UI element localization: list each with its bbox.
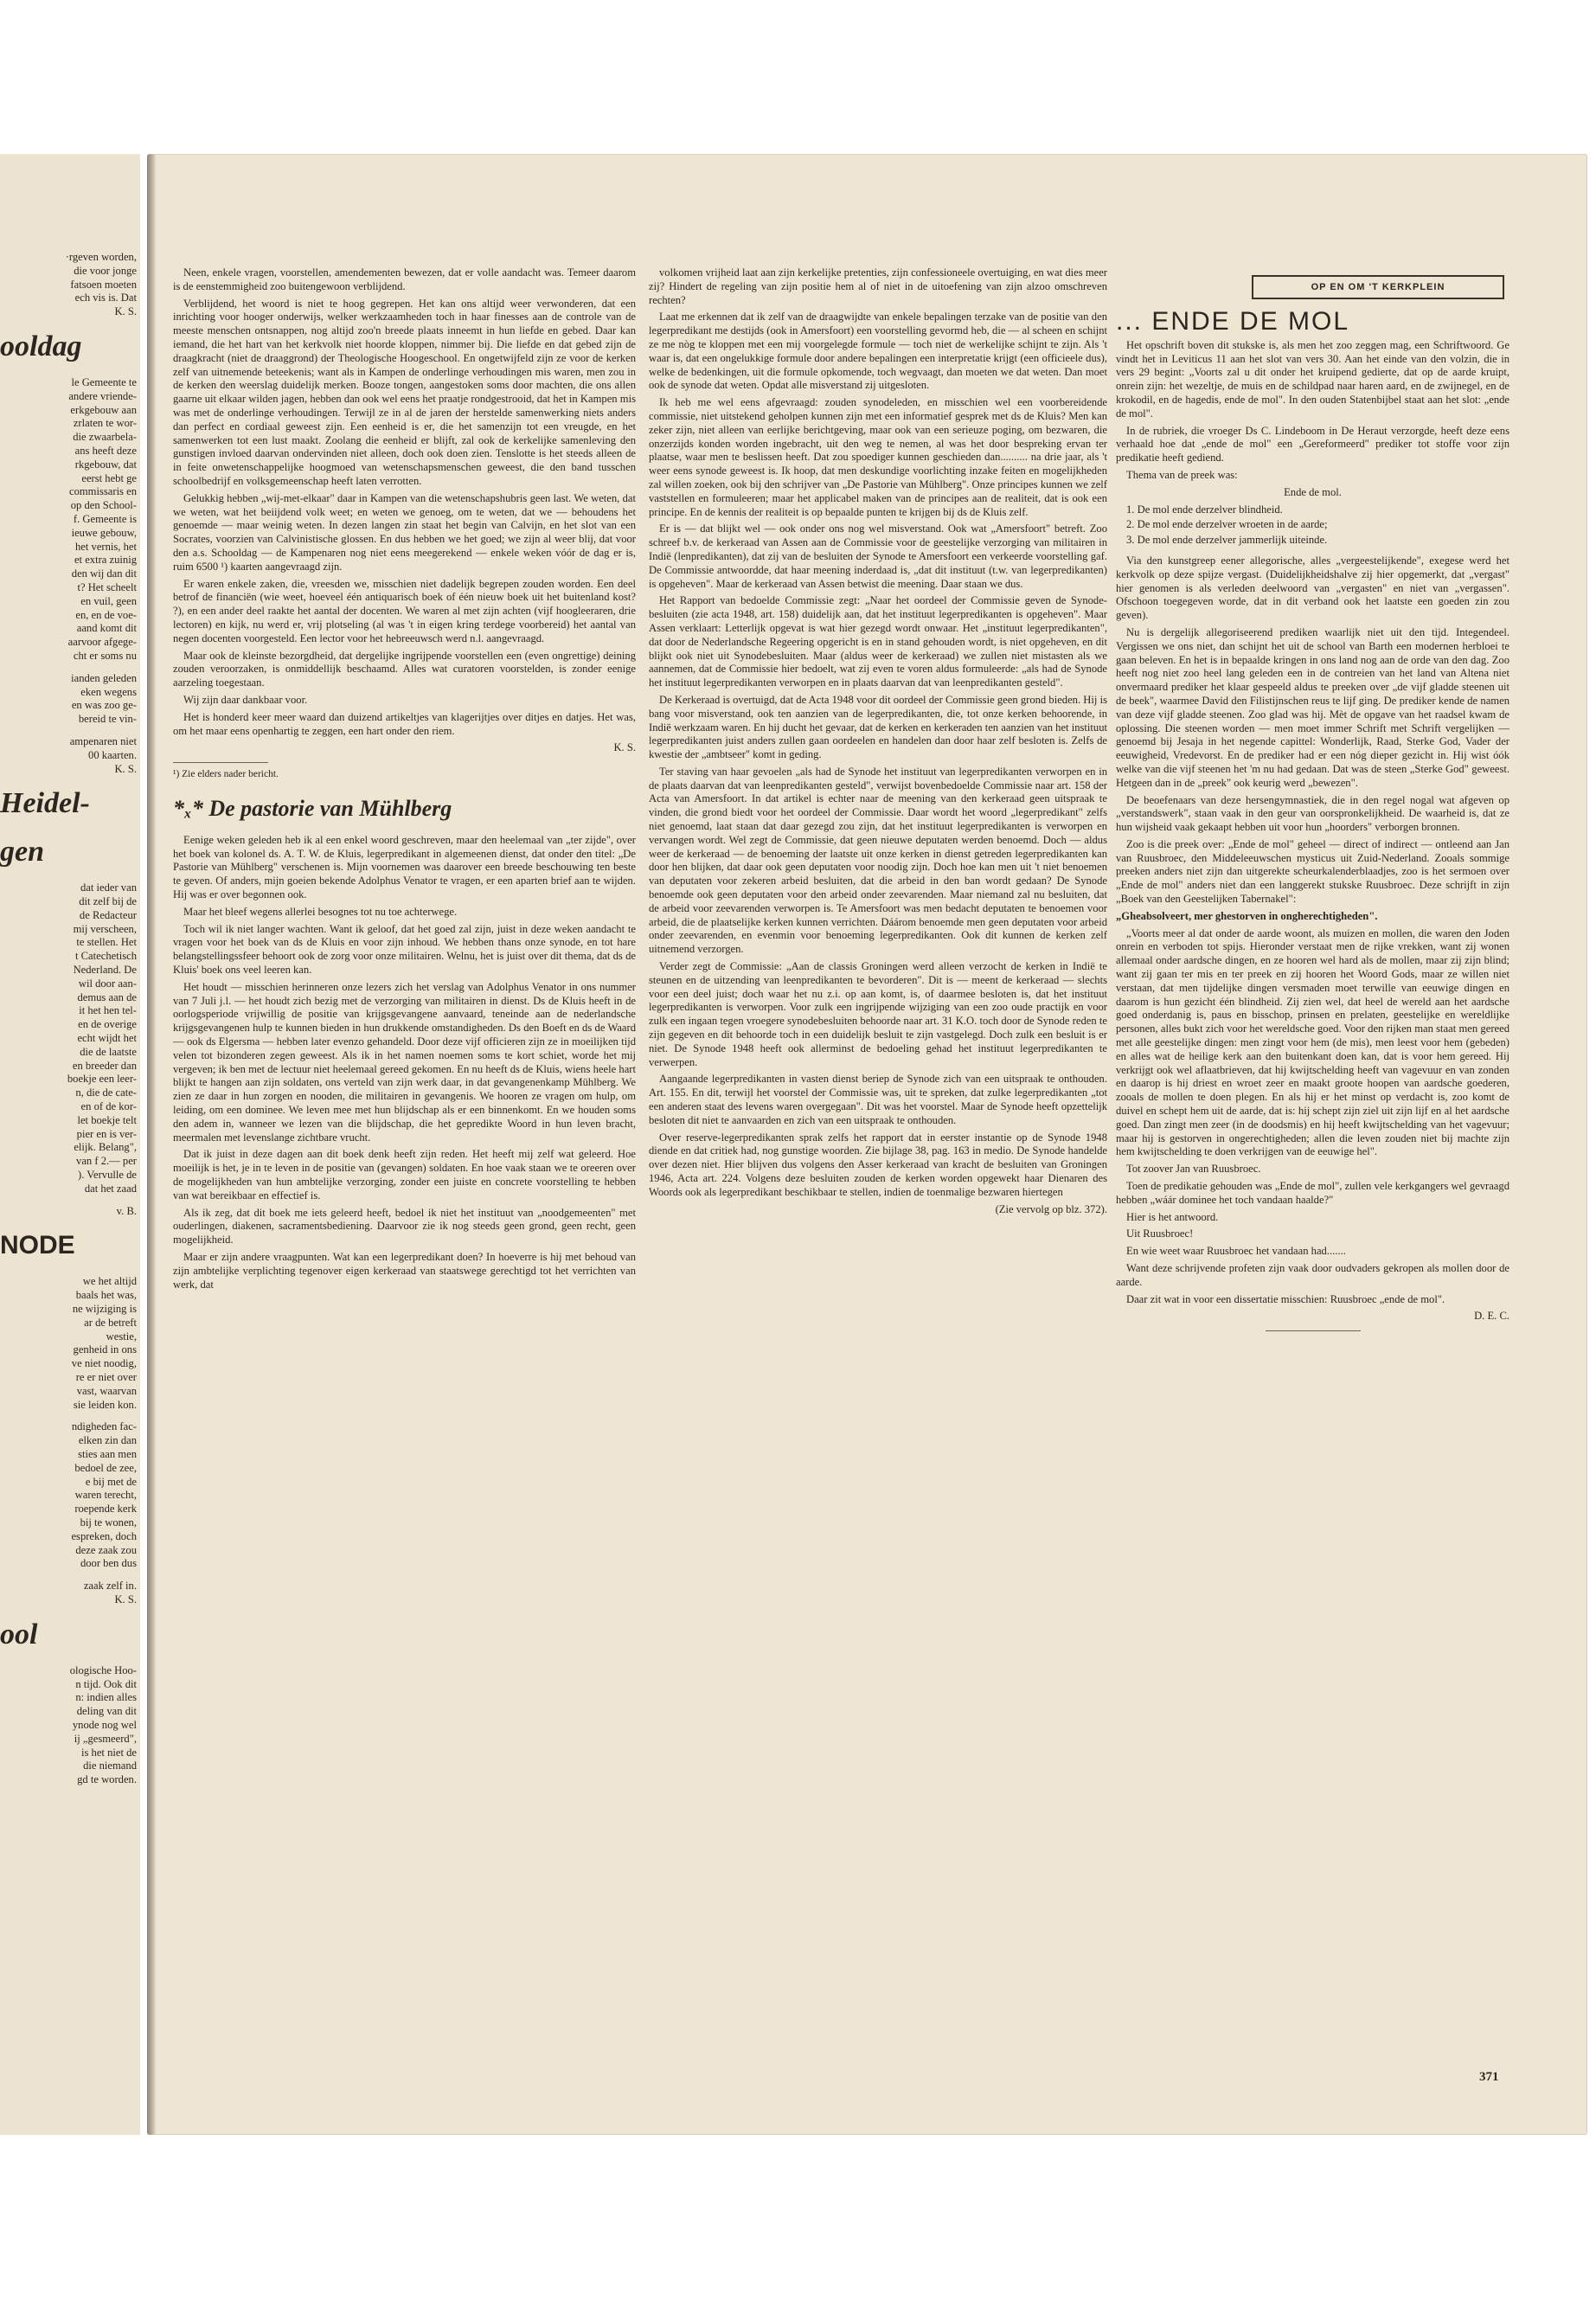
ruusbroec-quote: „Voorts meer al dat onder de aarde woont, als muizen en mollen, die waren den Joden onrein en verboden tot spijs. Hieronder verstaat men de rijke vrekken, want zij wonen allemaal onder aardsche dingen, en ze hooren wel hard als de mollen, maar zij zijn blind; want zij gaan ter mis en ter preek en zij hooren het Woord Gods, maar ze willen niet verstaan, dat men tijdelijke dingen versmaden moet terwille van eeuwige dingen en daarom is hun gezicht één blindheid. Zij zien wel, dat heel de wereld aan het aardsche goed onderdanig is, paus en bisschop, prinsen en prelaten, geestelijke en wereldlijke personen, alles bukt zich voor het wereldsche goed. Voor den rijken man staat men gereed met alle geestelijke dingen: men zingt voor hem (de mis), men leest voor hem (gebeden) en alles wat de heilige kerk aan den buitenkant doen kan, dat is voor hem gereed. Hij verkrijgt ook wel aflaatbrieven, dat hij kwijtschelding heeft van vagevuur en van zonden en daarop is hij driest en wroet zeer en maakt groote hoopen van aardsche goederen, zooals de mollen te doen plegen. En als hij er het minst op verdacht is, zoo komt de duivel en schept hem uit de aarde, dat is: hij schept zijn ziel uit zijn lijf en al het aardsche goed. Dan zingt men zeer (in de doodsmis) en hij heeft kwijtschelding van het vagevuur; maar hij is gestorven in ongerechtigheden; allen die leven zouden niet bij machte zijn hem kwijtschelding te doen verkrijgen van de eeuwige hel". [1116,926,1509,1158]
fragment-line: echt wijdt het [77,1032,137,1045]
fragment-line: genheid in ons [73,1343,137,1356]
paragraph: Aangaande legerpredikanten in vasten dienst beriep de Synode zich van een uitspraak te onthouden. Art. 155. En dit, terwijl het voorstel der Commissie was, uit te spreken, dat zulke legerpredikanten „tot een anderen staat des levens waren overgegaan". Dit was het voorstel. Maar de Synode heeft opzettelijk besloten dit niet te aanvaarden en zich van een uitspraak te onthouden. [649,1073,1107,1126]
fragment-line: Nederland. De [73,964,137,977]
fragment-line: dat ieder van [80,881,137,894]
schooldag-article-continued [173,266,636,738]
paragraph: Hier is het antwoord. [1126,1210,1219,1223]
fragment-line: deling van dit [76,1705,137,1718]
paragraph: Over reserve-legerpredikanten sprak zelfs het rapport dat in eerster instantie op de Synode 1948 diende en dat critiek had, nog gunstige woorden. Zie bijlage 38, pag. 163 in medio. De Synode handelde over dezen niet. Hier blijven dus volgens den Asser kerkeraad van kracht de besluiten van Groningen 1946, Acta art. 224. Volgens deze besluiten zouden de kerken worden opgewekt haar Dienaren des Woords ook als legerpredikant beschikbaar te stellen, indien de toenmalige bezwaren hiertegen [649,1131,1107,1198]
fragment-line: ech vis is. Dat [74,292,137,304]
sermon-theme: Ende de mol. [1284,485,1342,498]
paragraph: Het Rapport van bedoelde Commissie zegt: „Naar het oordeel der Commissie geven de Synode-besluiten (zie acta 1948, art. 158) duidelijk aan, dat het instituut legerpredikanten is opgeheven". Maar Assen verklaart: Letterlijk opgevat is wat hier gezegd wordt onwaar. Het „instituut legerpredikanten", dat door de Nederlandsche Regeering opgericht is en in stand gehouden wordt, is niet opgeheven, en dit blijkt ook niet uit Synodebesluiten. Maar (aldus weer de kerkeraad) we zullen niet mistasten als we aannemen, dat de Commissie hier bedoelt, wat zij even te voren aldus formuleerde: „als had de Synode het instituut legerpredikanten verworpen en in plaats daarvan dat van leenpredikanten gesteld". [649,594,1107,689]
signature-dec: D. E. C. [1474,1310,1509,1323]
paragraph: Zoo is die preek over: „Ende de mol" geheel — direct of indirect — ontleend aan Jan van Ruusbroec, den Middeleeuwschen mysticus uit Zuid-Nederland. Zooals sommige preeken anders niet zijn dan uitgerekte scheurkalenderblaadjes, zoo is het sermoen over „Ende de mol" anders niet dan een langgerekt stukske Ruusbroec. Deze schrijft in zijn „Boek van den Geestelijken Tabernakel": [1116,837,1509,906]
mol-conclusion [1116,1163,1509,1306]
paragraph: Daar zit wat in voor een dissertatie misschien: Ruusbroec „ende de mol". [1126,1292,1445,1305]
fragment-line: n: indien alles [75,1691,137,1704]
fragment-line: re er niet over [75,1371,137,1383]
paragraph: Er is — dat blijkt wel — ook onder ons nog wel misverstand. Ook wat „Amersfoort" betreft. Zoo schreef b.v. de kerkeraad van Assen aan de Commissie voor de geestelijke verzorging van militairen in Indië (lenpredikanten), dat zij van de besluiten der Synode te Amersfoort een verkeerde voorstelling gaf. De Commissie antwoordde, dat haar meening inderdaad is, „dat dit instituut (t.w. van legerpredikanten) is opgeheven". Maar de kerkeraad van Assen betwist die meening. Daar staan we dus. [649,522,1107,590]
previous-page-fragment [0,154,140,2135]
fragment-line: ans heeft deze [74,444,137,457]
paragraph: En wie weet waar Ruusbroec het vandaan had....... [1126,1245,1346,1258]
paragraph: Ter staving van haar gevoelen „als had de Synode het instituut van legerpredikanten verworpen en in de plaats daarvan dat van leenpredikanten gesteld", verwijst bovenbedoelde Commissie naar art. 158 der Acta van Amersfoort. In dat artikel is echter naar de meening van den kerkeraad geen uitspraak te vinden, die grond biedt voor het oordeel der Commissie. Daar wordt het woord „legerpredikant" zelfs niet genoemd, laat staan dat daar gezegd zou zijn, dat het instituut legerpredikanten is verworpen en vervangen wordt. Wel zegt de Commissie, dat geen nieuwe deputaten werden benoemd. Doch — aldus weer de kerkeraad — de benoeming der laatste uit onze kerken in dienst getreden legerpredikanten kan door hen blijken, dat daar ook geen deputaten voor noodig zijn. Doch hoe kan men uit 't niet benoemen van deputaten voor zekeren arbeid besluiten, dat die arbeid in den ban wordt gedaan? De Synode benoemde ook geen deputaten voor den arbeid onder zeevarenden. Maar niemand zal nu besluiten, dat de arbeid voor zeevarenden verworpen is. Te Amersfoort was men bedacht deputaten te benoemen voor arbeid, die de plaatselijke kerken kunnen verrichten. Dáárom benoemde men geen deputaten voor arbeid onder zeevarenden, en evenmin voor benoeming legerpredikanten. Ook dit kunnen de kerken zelf uitnemend verzorgen. [649,765,1107,956]
fragment-line: sties aan men [78,1447,137,1460]
fragment-line: erkgebouw aan [70,403,137,416]
paragraph: Via den kunstgreep eener allegorische, alles „vergeestelijkende", exegese werd het kerkvolk op deze spijze vergast. (Duidelijkheidshalve zij hier opgemerkt, dat „vergast" hier genomen is als verleden deelwoord van „vergasten" en niet van „vergassen". Ofschoon toegegeven worde, dat in dit verband ook het laatste een goeden zin zou geven). [1116,554,1509,622]
paragraph: Wij zijn daar dankbaar voor. [183,693,308,706]
fragment-line: die zwaarbela- [73,431,137,444]
list-item: 1. De mol ende derzelver blindheid. [1126,503,1283,516]
fragment-line: espreken, doch [71,1529,137,1542]
fragment-line: ieuwe gebouw, [71,526,137,539]
paragraph: Want deze schrijvende profeten zijn vaak door oudvaders gekropen als mollen door de aarde. [1116,1262,1509,1288]
fragment-line: fatsoen moeten [70,278,137,291]
fragment-line: wil door aan- [78,977,137,990]
fragment-heading: gen [0,836,44,868]
sermon-points-list [1126,503,1509,548]
fragment-line: 00 kaarten. [88,748,137,761]
fragment-line: en was zoo ge- [71,699,137,712]
fragment-line: pier en is ver- [76,1127,137,1140]
fragment-heading: NODE [0,1231,75,1260]
paragraph: Uit Ruusbroec! [1126,1227,1194,1240]
paragraph: Tot zoover Jan van Ruusbroec. [1126,1163,1261,1176]
end-divider [1266,1330,1361,1331]
fragment-line: f. Gemeente is [73,512,137,525]
muhlberg-article-body [173,834,636,1292]
fragment-line: deze zaak zou [75,1543,137,1556]
fragment-line: en of de kor- [80,1100,137,1113]
fragment-line: aand komt dit [76,622,137,635]
fragment-line: t Catechetisch [75,950,137,963]
fragment-line: vast, waarvan [76,1384,137,1397]
paragraph: Dat ik juist in deze dagen aan dit boek denk heeft zijn reden. Het heeft mij zelf wat geleerd. Hoe moeilijk is het, je in te leven in de positie van (gevangen) soldaten. En hoe vaak staan we te oreeren over de mogelijkheden van hun ambtelijke verzorging, zonder een juiste en concrete voorstelling te hebben van wat bereikbaar en effectief is. [173,1148,636,1202]
column-3 [1116,307,1509,1336]
fragment-line: demus aan de [77,990,137,1003]
section-label: OP EN OM 'T KERKPLEIN [1252,275,1504,299]
article-title-muhlberg: *ₓ* De pastorie van Mühlberg [173,795,452,821]
fragment-line: ianden geleden [71,671,137,684]
fragment-line: andere vriende- [68,389,137,402]
fragment-line: le Gemeente te [71,375,137,388]
fragment-heading: Heidel- [0,787,90,820]
fragment-line: ). Vervulle de [78,1169,137,1182]
fragment-line: te stellen. Het [76,936,137,949]
fragment-line: elken zin dan [78,1434,137,1447]
footnote: ¹) Zie elders nader bericht. [173,769,279,780]
paragraph: Eenige weken geleden heb ik al een enkel woord geschreven, maar den heelemaal van „ter zijde", over het boek van kolonel ds. A. T. W. de Kluis, legerpredikant in algemeenen dienst, dat onder den titel: „De Pastorie van Mühlberg" verschenen is. Mijn voornemen was daarover een breede beschouwing ten beste te geven. Of anders, mijn goeien bekende Adolphus Venator te vragen, er een aparten brief aan te wijden. Hij was er over begonnen ook. [173,833,636,901]
fragment-line: cht er soms nu [73,649,137,662]
fragment-line: en de overige [78,1018,137,1031]
fragment-line: ndigheden fac- [71,1420,137,1433]
paragraph: Verblijdend, het woord is niet te hoog gegrepen. Het kan ons altijd weer verwonderen, dat een inrichting voor hooger onderwijs, welker werkzaamheden toch in haar finesses aan de controle van de meeste menschen ontsnappen, nog altijd zoo'n breede plaats inneemt in hun liefde en gebed. Daar kan iemand, die het hart van het kerkvolk niet hoorde kloppen, nimmer bij. Die liefde en dat gebed zijn de draagkracht (niet de draaggrond) der Theologische Hoogeschool. En ongetwijfeld zijn ze voor de kerken zelf van uitnemende beteekenis; want als in Kampen de onderlinge verhoudingen mis waren, men zou in de kerken den weerslag duidelijk merken. Booze tongen, aangestoken soms door machten, die ons allen gaarne uit elkaar wilden jagen, hebben dan ook wel eens het praatje rondgestrooid, dat het in Kampen mis was met de onderlinge verhoudingen. Terwijl ze in al de jaren der herstelde samenwerking niets anders dan perfect en cordiaal geweest zijn. Een eenheid is er, die het samenzijn tot een vreugde, en het samenwerken tot een lust maakt. Zoolang die eenheid er blijft, zal ook de kerkelijke samenleving den gunstigen invloed daarvan ondervinden niet alleen, doch ook doen zien. Tenslotte is het steeds alleen de in feite onwetenschappelijke hoogmoed van wetenschapsmenschen geweest, die den band tusschen schoolbedrijf en volksgemeenschap heeft laten verrotten. [173,297,636,487]
fragment-line: n, die de cate- [75,1086,137,1099]
fragment-signature: K. S. [114,1593,137,1606]
paragraph: Maar het bleef wegens allerlei besognes tot nu toe achterwege. [183,905,458,918]
fragment-line: it het hen tel- [79,1004,137,1017]
fragment-line: die de laatste [80,1045,137,1058]
paragraph: Toch wil ik niet langer wachten. Want ik geloof, dat het goed zal zijn, juist in deze weken aandacht te vragen voor het boek van ds de Kluis en voor zijn inhoud. We hebben thans onze synode, en tot hare belangstellingssfeer behoort ook de zorg voor onze militairen. Welnu, het is juist over dit thema, dat ds de Kluis' boek ons veel leeren kan. [173,922,636,977]
fragment-line: is het niet de [80,1746,137,1759]
fragment-line: zrlaten te wor- [73,417,137,430]
fragment-line: mij verscheen, [73,922,137,935]
paragraph: In de rubriek, die vroeger Ds C. Lindeboom in De Heraut verzorgde, heeft deze eens verhaald hoe dat „ende de mol" een „Gereformeerd" prediker tot stoffe voor zijn predikatie heeft gediend. [1116,424,1509,465]
newspaper-page [147,154,1587,2135]
list-item: 2. De mol ende derzelver wroeten in de aarde; [1126,518,1328,531]
fragment-line: en vuil, geen [80,594,137,607]
column-1 [173,266,636,1295]
paragraph: Gelukkig hebben „wij-met-elkaar" daar in Kampen van die wetenschapshubris geen last. We weten, dat we weten, wat het beiijdend volk weet; en weten we genoeg, om te weten, dat we — behoudens het genoemde — maar weinig weten. In dezen langen zin staat het begin van Calvijn, en het slot van een Socrates, voorzien van Calvinistische glossen. En dus hebben we het goed; we zijn al weer blij, dat voor den a.s. Schooldag — de Kampenaren nog niet eens meegerekend — enkele weken vóór de dag er is, ruim 6500 ¹) kaarten aangevraagd zijn. [173,491,636,573]
fragment-line: elijk. Belang", [74,1141,137,1154]
signature: K. S. [613,741,636,754]
fragment-line: den wij dan dit [71,567,137,580]
fragment-line: roepende kerk [74,1503,137,1516]
paragraph: Het houdt — misschien herinneren onze lezers zich het verslag van Adolphus Venator in ons nummer van 7 Juli j.l. — het houdt zich bezig met de verzorging van militairen in dienst. Ds de Kluis heeft in de oorlogsperiode vrijwillig de positie van krijgsgevangene aanvaard, teneinde aan de nederlandsche krijgsgevangenen hulp te kunnen bieden in hun drukkende omstandigheden. Ds den Boeft en ds de Waard — ook ds Elgersma — hebben later evenzo gehandeld. Door deze vijf officieren zijn ze in moeilijken tijd velen tot bizonderen zegen geweest. Als ik in het namen noemen soms te kort schiet, worde het mij vergeven; ik ben met de lectuur niet heelemaal gereed gekomen. En nu heeft ds de Kluis, wiens heele hart blijkt te hangen aan zijn soldaten, ons verteld van zijn werk daar, in dat gevangenenkamp Mühlberg. We zien ze daar in hun zorgen en nooden, die militairen in gevangenis. We hooren ze vragen om hulp, om leiding, om een dominee. We leven mee met hun blijdschap als er een binnenkomt. En we houden soms den adem in, wanneer we lezen van die blijdschap, die het gepredikte Woord in hun leven bracht, meermalen met levenslange zichtbare vrucht. [173,980,636,1144]
fragment-line: ynode nog wel [72,1718,137,1731]
article-title-mol: ... ENDE DE MOL [1116,307,1350,336]
fragment-line: en, en de voe- [75,608,137,621]
fragment-line: gd te worden. [77,1773,137,1786]
fragment-signature: K. S. [114,762,137,775]
fragment-line: let boekje telt [77,1113,137,1126]
paragraph: Als ik zeg, dat dit boek me iets geleerd heeft, bedoel ik niet het instituut van „noodgemeenten" met ouderlingen, diakenen, sacramentsbediening. Daarvoor zie ik nog steeds geen grond, geen recht, geen mogelijkheid. [173,1206,636,1247]
fragment-line: et extra zuinig [74,554,137,567]
page-binding-shadow [147,154,156,2135]
page-number: 371 [1479,2070,1499,2084]
fragment-line: bij te wonen, [80,1516,137,1529]
fragment-line: eken wegens [80,685,137,698]
fragment-signature: K. S. [114,305,137,318]
fragment-line: zaak zelf in. [83,1580,137,1593]
fragment-line: door ben dus [80,1557,137,1570]
list-item: 3. De mol ende derzelver jammerlijk uiteinde. [1126,534,1328,547]
paragraph: Laat me erkennen dat ik zelf van de draagwijdte van enkele bepalingen terzake van de positie van den legerpredikant me destijds (ook in Amersfoort) een voorstelling gevormd heb, die — al scheen en schijnt ze me nòg te kloppen met een mij voorgelegde formule — toch niet de werkelijke schijnt te zijn. Als 't waar is, dat een ongelukkige formule door andere bepalingen een interpretatie krijgt (een officieele dus), welke de bedenkingen, uit die formule opkomende, toch wegvaagt, dan moeten we dat weten. Dan moet ook de synode dat weten. Opdat alle misverstand zij uitgesloten. [649,311,1107,392]
fragment-heading: ool [0,1618,38,1650]
fragment-line: ·rgeven worden, [65,251,137,263]
fragment-line: van f 2.— per [76,1155,137,1168]
paragraph: Het opschrift boven dit stukske is, als men het zoo zeggen mag, een Schriftwoord. Ge vindt het in Leviticus 11 aan het slot van vers 30. Aan het einde van den volzin, die in vers 29 begint: „Voorts zal u dit onder het kruipend gedierte, dat op de aarde kruipt, onrein zijn: het wezeltje, de muis en de schildpad naar haren aard, en de zwijnegel, en de krokodil, en de hagedis, ende de mol". In den ouden Statenbijbel staat aan het slot: „ende de mol". [1116,338,1509,420]
column-2 [649,266,1107,1220]
fragment-line: sie leiden kon. [73,1398,137,1411]
fragment-line: de Redacteur [79,908,137,921]
fragment-line: op den School- [70,499,137,512]
fragment-line: eerst hebt ge [81,471,137,484]
fragment-line: we het altijd [82,1275,137,1288]
fragment-line: dat het zaad [84,1182,137,1195]
muhlberg-article-continued [649,266,1107,1200]
paragraph: Toen de predikatie gehouden was „Ende de mol", zullen vele kerkgangers wel gevraagd hebben „wáár dominee het toch vandaan haalde?" [1116,1180,1509,1206]
fragment-line: die voor jonge [74,264,137,277]
fragment-line: rkgebouw, dat [74,458,137,471]
fragment-line: ar de betreft [84,1316,137,1329]
fragment-line: het vernis, het [75,540,137,553]
paragraph: Ik heb me wel eens afgevraagd: zouden synodeleden, en misschien wel een voorbereidende commissie, niet uitstekend geholpen kunnen zijn met een informatief gesprek met ds de Kluis? Men kan zeker zijn, niet alleen van eerlijke berichtgeving, maar ook van een serieuze poging, om bezwaren, die onzerzijds konden worden ingebracht, uit den weg te nemen, al was het door bespreking ervan ter plaatse, waar men te beslissen heeft. Dat zou spoediger kunnen geschieden dan.......... na drie jaar, als 't weer eens synode geweest is. Ik hoop, dat men deskundige voorlichting inzake feiten en mogelijkheden zal willen zoeken, ook bij den schrijver van „De Pastorie van Mühlberg". Onze principes kunnen we zelf vaststellen en formuleeren; maar het applicabel maken van de principes aan de realiteit, dat is ook een principe. En de kennis der realiteit is op bepaalde punten te krijgen bij ds de Kluis zelf. [649,396,1107,518]
fragment-line: e bij met de [85,1475,137,1488]
fragment-line: boekje een leer- [67,1073,137,1086]
fragment-line: n tijd. Ook dit [75,1677,137,1690]
fragment-signature: v. B. [116,1204,137,1217]
paragraph: Maar ook de kleinste bezorgdheid, dat dergelijke ingrijpende voorstellen een (even ongrettige) deining zouden veroorzaken, is onmiddellijk beschaamd. Alles wat curatoren voorstelden, is zonder eenige aarzeling toegestaan. [173,649,636,689]
mol-body [1116,554,1509,907]
mol-intro [1116,339,1509,483]
fragment-heading: ooldag [0,330,82,362]
paragraph: Thema van de preek was: [1126,468,1238,481]
quote-heading: „Gheabsolveert, mer ghestorven in ongherechtigheden". [1116,909,1378,922]
footnote-divider [173,762,268,763]
paragraph: Neen, enkele vragen, voorstellen, amendementen bewezen, dat er volle aandacht was. Temeer daarom is de eenstemmigheid zoo buitengewoon verblijdend. [173,266,636,292]
fragment-line: ologische Hoo- [69,1663,137,1676]
paragraph: De beoefenaars van deze hersengymnastiek, die in den regel nogal wat afgeven op „verstandswerk", staan vaak in den geur van oorspronkelijkheid. De waarheid is, dat ze hun wijsheid vaak gekaapt hebben uit voor hun „hoorders" verborgen bronnen. [1116,793,1509,834]
fragment-line: waren terecht, [74,1489,137,1502]
previous-page-column [0,251,137,1787]
fragment-line: aarvoor afgege- [67,636,137,649]
paragraph: Verder zegt de Commissie: „Aan de classis Groningen werd alleen verzocht de kerken in Indië te steunen en de uitzending van leenpredikanten te bevorderen". Dit is — meent de kerkeraad — slechts voor een deel juist; doch waar het nu z.i. op aan komt, is, of daarmee besloten is, dat het instituut legerpredikanten is verworpen. Voor zulk een ingrijpende wijziging van een zoo oude practijk en voor zulk een ingaan tegen vroegere synodebesluiten behoorde naar art. 31 K.O. toch door de Synode reden te zijn gegeven en dit behoorde toch in een duidelijk besluit te zijn vastgelegd. Doch zulk een besluit is er niet. De Synode 1948 heeft ook allerminst de bedoeling gehad het instituut legerpredikanten te verwerpen. [649,960,1107,1068]
paragraph: Maar er zijn andere vraagpunten. Wat kan een legerpredikant doen? In hoeverre is hij met behoud van zijn ambtelijke verplichting tegenover eigen kerkeraad van staatswege gerechtigd tot het verrichten van werk, dat [173,1251,636,1291]
paragraph: Het is honderd keer meer waard dan duizend artikeltjes van klagerijtjes over ditjes en datjes. Het was, om het maar eens openhartig te zeggen, een hart onder den riem. [173,710,636,737]
continued-note: (Zie vervolg op blz. 372). [995,1202,1107,1215]
fragment-line: ve niet noodig, [71,1357,137,1370]
paragraph: De Kerkeraad is overtuigd, dat de Acta 1948 voor dit oordeel der Commissie geen grond bieden. Hij is bang voor misverstand, ook ten aanzien van de legerpredikanten, die, tot onze kerken behoorende, in Indië werkzaam waren. En hij ducht het gevaar, dat de kerken en kerkeraden ten aanzien van het instituut legerpredikanten juist anders zullen gaan oordeelen en handelen dan door haar zelf besloten is. Zelfs de kwestie der „ambtseer" komt in geding. [649,693,1107,761]
fragment-line: en breeder dan [72,1059,137,1072]
fragment-line: t? Het scheelt [77,580,137,593]
fragment-line: baals het was, [75,1289,137,1302]
fragment-line: die niemand [83,1759,137,1772]
fragment-line: ne wijziging is [72,1303,137,1316]
fragment-line: westie, [106,1330,137,1343]
fragment-line: bedoel de zee, [74,1461,137,1474]
fragment-line: ij „gesmeerd", [74,1732,137,1745]
paragraph: Er waren enkele zaken, die, vreesden we, misschien niet dadelijk begrepen zouden worden. Een deel betrof de financiën (wie weet, hoeveel één antiquarisch boek of één nieuw boek uit het buitenland kost? ?), en een ander deel raakte het aantal der docenten. We waren al met zijn achten (vijf hoogleeraren, drie lectoren) en kijk, nu werd er, vrij plotseling (al was 't in eigen kring terdege voorbereid) het aantal van negen docenten voorgesteld. Een lector voor het hebreeuwsch werd n.l. aangevraagd. [173,577,636,644]
fragment-line: ampenaren niet [69,734,137,747]
paragraph: Nu is dergelijk allegoriseerend prediken waarlijk niet uit den tijd. Integendeel. Vergissen we ons niet, dan schijnt het uit de school van Barth een modernen herbloei te gaan beleven. En het is in bepaalde kringen in ons land nog aan de orde van den dag. Zoo heeft nog niet zoo heel lang geleden een in de contreien van het land van Altena niet onvermaard prediker het klaar gespeeld aldus te preeken over „de vijf gladde steenen uit de beek", waarmee David den Filistijnschen reus te lijf ging. De prediker kende de namen van deze vijf gladde steenen. Zoo glad was hij. Mèt de opgave van het raadsel kwam de oplossing. Die steenen worden — men moet immer Schrift met Schrift vergelijken — genoemd bij Jesaja in het negende capittel: Wonderlijk, Raad, Sterke God, Vader der eeuwigheid, Vredevorst. En de prediker had er een nóg dieper gezicht in. Hij wist óók welke van die vijf steenen het 'm nu had gedaan. Dat was de steen „Sterke God" geweest. Hetgeen dan in de „preek" ook keurig werd „bewezen". [1116,625,1509,789]
fragment-line: bereid te vin- [78,713,137,726]
fragment-line: dit zelf bij de [79,895,137,908]
fragment-line: commissaris en [69,485,137,498]
paragraph: volkomen vrijheid laat aan zijn kerkelijke pretenties, zijn confessioneele overtuiging, en wat dies meer zij? Hindert de regeling van zijn positie hem al of niet in de uitoefening van zijn alzoo omschreven rechten? [649,266,1107,306]
